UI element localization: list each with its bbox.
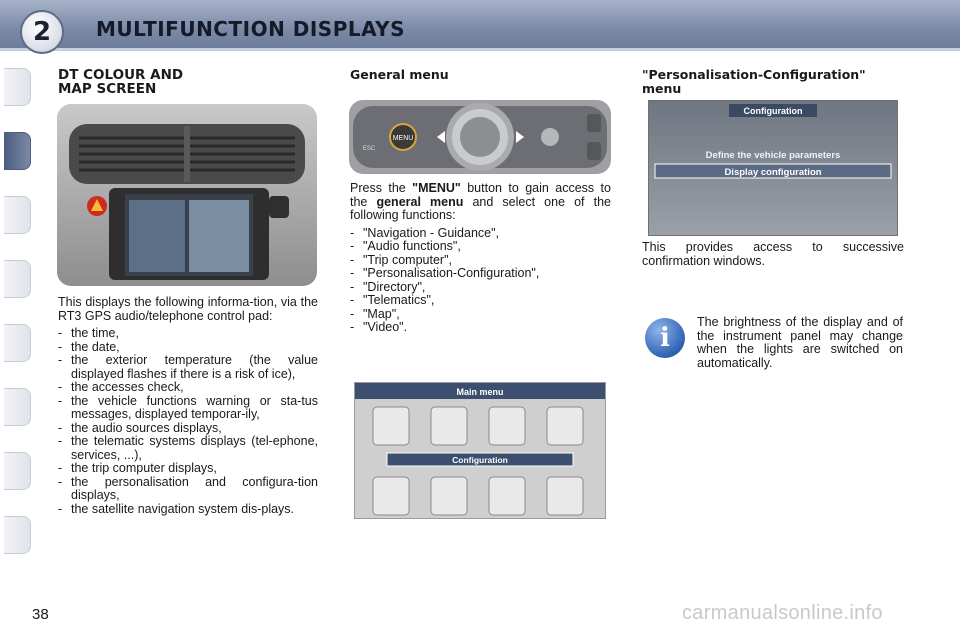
section-heading-general-menu: General menu: [350, 67, 449, 82]
list-item: - the time,: [58, 327, 318, 341]
list-item: - "Audio functions",: [350, 240, 611, 254]
main-menu-selected-item: Configuration: [452, 455, 508, 465]
menu-button-label: MENU: [392, 135, 414, 142]
list-item: - "Trip computer",: [350, 254, 611, 268]
main-menu-screen: [354, 382, 606, 519]
chapter-title: MULTIFUNCTION DISPLAYS: [96, 17, 406, 41]
list-item: - the trip computer displays,: [58, 462, 318, 476]
main-menu-functions-list: [350, 227, 611, 335]
header-divider: [0, 48, 960, 51]
list-item: - "Telematics",: [350, 294, 611, 308]
list-item: - the date,: [58, 341, 318, 355]
info-note: [697, 316, 903, 370]
info-note-text: The brightness of the display and of the instrument panel may change when the lights are switched on automatically.: [697, 315, 903, 370]
list-item: - the audio sources displays,: [58, 422, 318, 436]
main-menu-title: Main menu: [456, 387, 504, 397]
watermark: carmanualsonline.info: [682, 602, 883, 624]
section-heading-dt-colour-screen: DT COLOUR AND MAP SCREEN: [58, 67, 184, 97]
chapter-tab[interactable]: [4, 388, 31, 426]
option-define-vehicle-parameters: Define the vehicle parameters: [705, 150, 841, 161]
chapter-tabs: [0, 60, 34, 580]
chapter-number-badge: 2: [20, 10, 64, 54]
chapter-tab[interactable]: [4, 260, 31, 298]
info-icon: i: [645, 318, 685, 358]
chapter-tab[interactable]: [4, 452, 31, 490]
chapter-tab[interactable]: [4, 196, 31, 234]
intro-paragraph: This displays the following informa-tion, via the RT3 GPS audio/telephone control pad:: [58, 295, 318, 323]
list-item: - the satellite navigation system dis-plays.: [58, 503, 318, 517]
chapter-tab[interactable]: [4, 68, 31, 106]
confirmation-paragraph: This provides access to successive confirmation windows.: [642, 240, 904, 268]
list-item: - the vehicle functions warning or sta-tus messages, displayed temporar-ily,: [58, 395, 318, 422]
configuration-screen: [648, 100, 898, 236]
display-functions-list: [58, 327, 318, 516]
column-1-text: [58, 296, 318, 516]
chapter-tab-active[interactable]: [4, 132, 31, 170]
list-item: - "Map",: [350, 308, 611, 322]
list-item: - the exterior temperature (the value displayed flashes if there is a risk of ice),: [58, 354, 318, 381]
column-3-text: [642, 241, 904, 268]
configuration-title: Configuration: [743, 106, 803, 116]
list-item: - the personalisation and configura-tion displays,: [58, 476, 318, 503]
section-heading-personalisation-menu: "Personalisation-Configuration" menu: [642, 67, 866, 96]
general-menu-term: general menu: [376, 194, 464, 209]
page-number: 38: [32, 606, 49, 623]
column-2-text: [350, 182, 611, 335]
dashboard-screen-photo: [57, 104, 317, 286]
chapter-tab[interactable]: [4, 516, 31, 554]
list-item: - the accesses check,: [58, 381, 318, 395]
control-pad-photo: [349, 100, 611, 174]
chapter-tab[interactable]: [4, 324, 31, 362]
list-item: - "Directory",: [350, 281, 611, 295]
general-menu-paragraph: Press the "MENU" button to gain access to the general menu and select one of the following functions:: [350, 181, 611, 222]
option-display-configuration: Display configuration: [724, 167, 822, 178]
list-item: - "Navigation - Guidance",: [350, 227, 611, 241]
list-item: - "Video".: [350, 321, 611, 335]
menu-button-name: "MENU": [412, 181, 461, 195]
list-item: - the telematic systems displays (tel-ephone, services, ...),: [58, 435, 318, 462]
list-item: - "Personalisation-Configuration",: [350, 267, 611, 281]
esc-button-label: ESC: [362, 146, 376, 152]
